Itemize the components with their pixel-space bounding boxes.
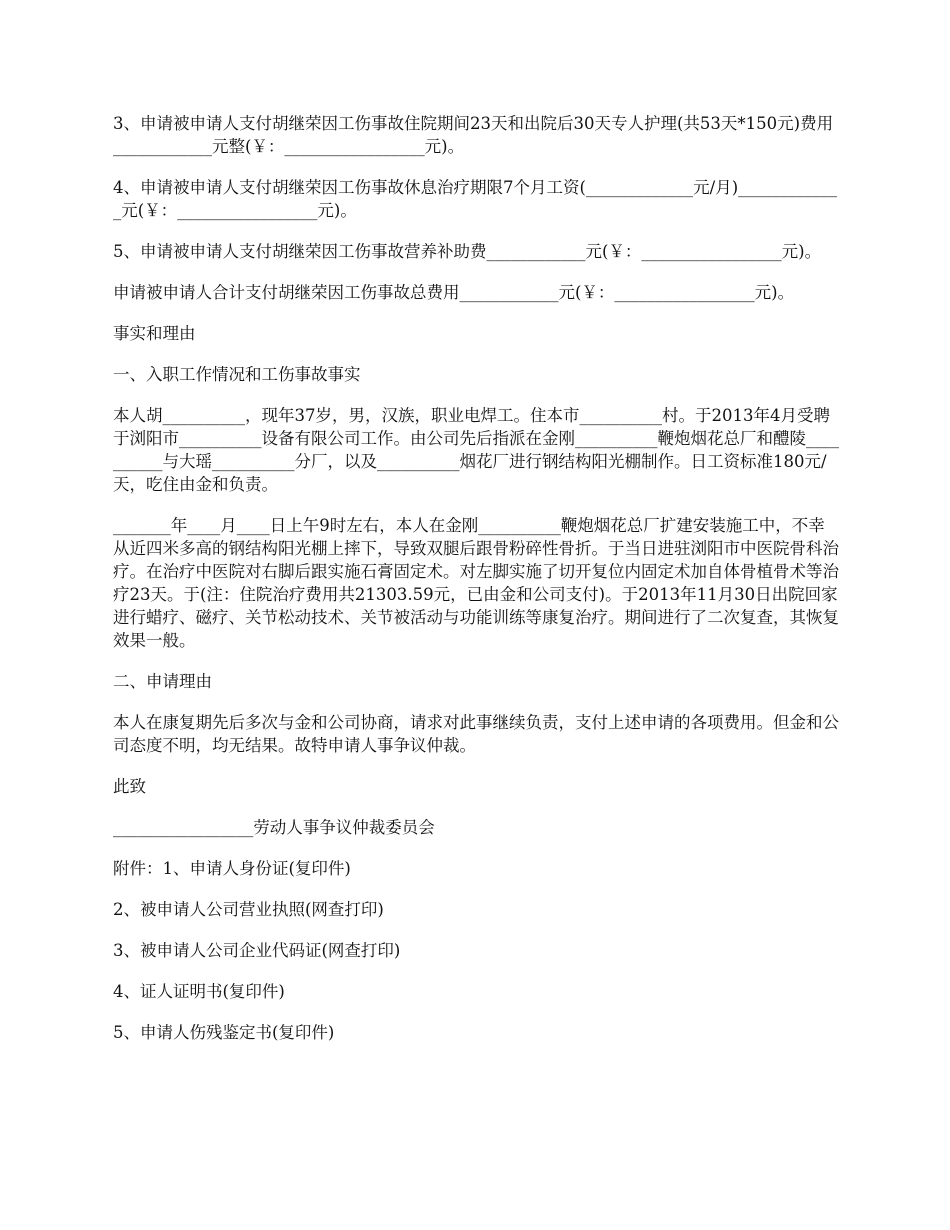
request-item-3: 3、申请被申请人支付胡继荣因工伤事故住院期间23天和出院后30天专人护理(共53天*150元)费用____________元整(￥：_________________元)。 bbox=[113, 114, 834, 156]
attachment-1: 附件：1、申请人身份证(复印件) bbox=[113, 859, 351, 878]
attachment-5: 5、申请人伤残鉴定书(复印件) bbox=[113, 1023, 335, 1042]
paragraph-employment: 本人胡__________，现年37岁，男，汉族，职业电焊工。住本市__________村。于2013年4月受聘于浏阳市__________设备有限公司工作。由公司先后指派在金刚__________鞭炮烟花总厂和醴陵__________与大瑶__________分厂，以及__________烟花厂进行钢结构阳光棚制作。日工资标准180元/天，吃住由金和负责。 bbox=[113, 406, 839, 494]
request-item-4: 4、申请被申请人支付胡继荣因工伤事故休息治疗期限7个月工资(_____________元/月)_____________元(￥：_________________元)。 bbox=[113, 178, 838, 220]
attachment-2: 2、被申请人公司营业执照(网查打印) bbox=[113, 900, 384, 919]
paragraph-accident: _______年____月____日上午9时左右，本人在金刚__________鞭炮烟花总厂扩建安装施工中，不幸从近四米多高的钢结构阳光棚上摔下，导致双腿后跟骨粉碎性骨折。于当日进驻浏阳市中医院骨科治疗。在治疗中医院对右脚后跟实施石膏固定术。对左脚实施了切开复位内固定术加自体骨植骨术等治疗23天。于(注：住院治疗费用共21303.59元，已由金和公司支付)。于2013年11月30日出院回家进行蜡疗、磁疗、关节松动技术、关节被活动与功能训练等康复治疗。期间进行了二次复查，其恢复效果一般。 bbox=[113, 516, 839, 650]
section-heading-facts: 事实和理由 bbox=[113, 324, 196, 343]
subheading-employment: 一、入职工作情况和工伤事故事实 bbox=[113, 365, 361, 384]
document-body bbox=[113, 112, 839, 1062]
subheading-reasons: 二、申请理由 bbox=[113, 672, 212, 691]
attachment-4: 4、证人证明书(复印件) bbox=[113, 982, 285, 1001]
attachment-3: 3、被申请人公司企业代码证(网查打印) bbox=[113, 941, 401, 960]
recipient-committee: _________________劳动人事争议仲裁委员会 bbox=[113, 818, 435, 837]
salutation: 此致 bbox=[113, 777, 146, 796]
paragraph-reasons: 本人在康复期先后多次与金和公司协商，请求对此事继续负责，支付上述申请的各项费用。但金和公司态度不明，均无结果。故特申请人事争议仲裁。 bbox=[113, 713, 839, 755]
request-item-5: 5、申请被申请人支付胡继荣因工伤事故营养补助费____________元(￥：_________________元)。 bbox=[113, 242, 822, 261]
request-total: 申请被申请人合计支付胡继荣因工伤事故总费用____________元(￥：_________________元)。 bbox=[113, 283, 795, 302]
